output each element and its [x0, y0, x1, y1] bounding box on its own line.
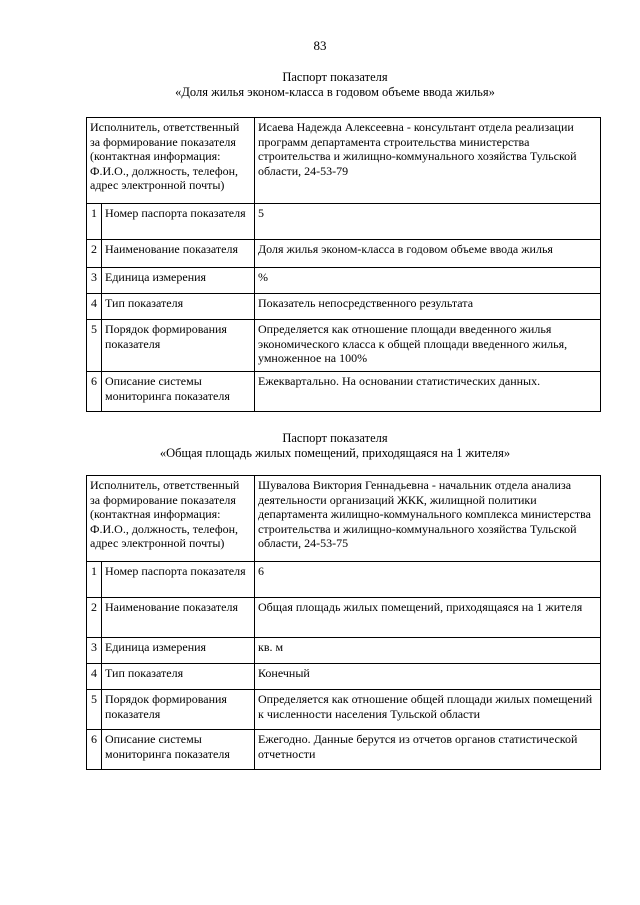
executor-value: Исаева Надежда Алексеевна - консультант отдела реализации программ департамента строительства министерства строительства и жилищно-коммунального хозяйства Тульской области, 24-53-79: [255, 118, 601, 204]
table-row: [87, 294, 601, 320]
table-row: [87, 240, 601, 268]
row-number: 1: [87, 204, 102, 240]
row-number: 5: [87, 320, 102, 372]
row-label: Порядок формирования показателя: [102, 320, 255, 372]
row-value: Доля жилья эконом-класса в годовом объеме ввода жилья: [255, 240, 601, 268]
row-number: 6: [87, 372, 102, 412]
row-value: %: [255, 268, 601, 294]
row-value: Определяется как отношение площади введенного жилья экономического класса к общей площади введенного жилья, умноженное на 100%: [255, 320, 601, 372]
executor-row: [87, 476, 601, 562]
row-value: Ежегодно. Данные берутся из отчетов органов статистической отчетности: [255, 730, 601, 770]
row-number: 3: [87, 268, 102, 294]
row-label: Наименование показателя: [102, 240, 255, 268]
row-label: Тип показателя: [102, 294, 255, 320]
row-value: Определяется как отношение общей площади жилых помещений к численности населения Тульской области: [255, 690, 601, 730]
row-label: Единица измерения: [102, 638, 255, 664]
executor-value: Шувалова Виктория Геннадьевна - начальник отдела анализа деятельности организаций ЖКК, жилищной политики департамента жилищно-коммунального комплекса министерства строительства и жилищно-коммунального хозяйства Тульской области, 24-53-75: [255, 476, 601, 562]
row-number: 2: [87, 240, 102, 268]
passport-2-title: [60, 431, 610, 461]
passport-1-table: [86, 117, 601, 412]
table-row: [87, 320, 601, 372]
row-label: Тип показателя: [102, 664, 255, 690]
row-number: 4: [87, 664, 102, 690]
table-row: [87, 730, 601, 770]
passport-title-line1: Паспорт показателя: [282, 70, 388, 84]
row-number: 6: [87, 730, 102, 770]
row-value: Общая площадь жилых помещений, приходящаяся на 1 жителя: [255, 598, 601, 638]
row-value: Показатель непосредственного результата: [255, 294, 601, 320]
passport-title-line2: «Общая площадь жилых помещений, приходящаяся на 1 жителя»: [159, 446, 511, 460]
page-number: 83: [313, 38, 327, 53]
row-value: 5: [255, 204, 601, 240]
row-number: 2: [87, 598, 102, 638]
row-number: 3: [87, 638, 102, 664]
row-value: Ежеквартально. На основании статистических данных.: [255, 372, 601, 412]
row-label: Описание системы мониторинга показателя: [102, 730, 255, 770]
row-number: 4: [87, 294, 102, 320]
row-value: кв. м: [255, 638, 601, 664]
table-row: [87, 562, 601, 598]
table-row: [87, 638, 601, 664]
table-row: [87, 204, 601, 240]
table-row: [87, 598, 601, 638]
row-label: Наименование показателя: [102, 598, 255, 638]
row-label: Номер паспорта показателя: [102, 204, 255, 240]
table-row: [87, 664, 601, 690]
row-label: Порядок формирования показателя: [102, 690, 255, 730]
executor-label: Исполнитель, ответственный за формирование показателя (контактная информация: Ф.И.О., должность, телефон, адрес электронной почты): [87, 476, 255, 562]
passport-title-line1: Паспорт показателя: [282, 431, 388, 445]
row-label: Номер паспорта показателя: [102, 562, 255, 598]
passport-1-title: [60, 70, 610, 100]
row-value: Конечный: [255, 664, 601, 690]
table-row: [87, 372, 601, 412]
row-number: 5: [87, 690, 102, 730]
table-row: [87, 268, 601, 294]
row-value: 6: [255, 562, 601, 598]
passport-title-line2: «Доля жилья эконом-класса в годовом объеме ввода жилья»: [175, 85, 495, 99]
table-row: [87, 690, 601, 730]
row-number: 1: [87, 562, 102, 598]
passport-2-table: [86, 475, 601, 770]
executor-row: [87, 118, 601, 204]
row-label: Описание системы мониторинга показателя: [102, 372, 255, 412]
executor-label: Исполнитель, ответственный за формирование показателя (контактная информация: Ф.И.О., должность, телефон, адрес электронной почты): [87, 118, 255, 204]
row-label: Единица измерения: [102, 268, 255, 294]
